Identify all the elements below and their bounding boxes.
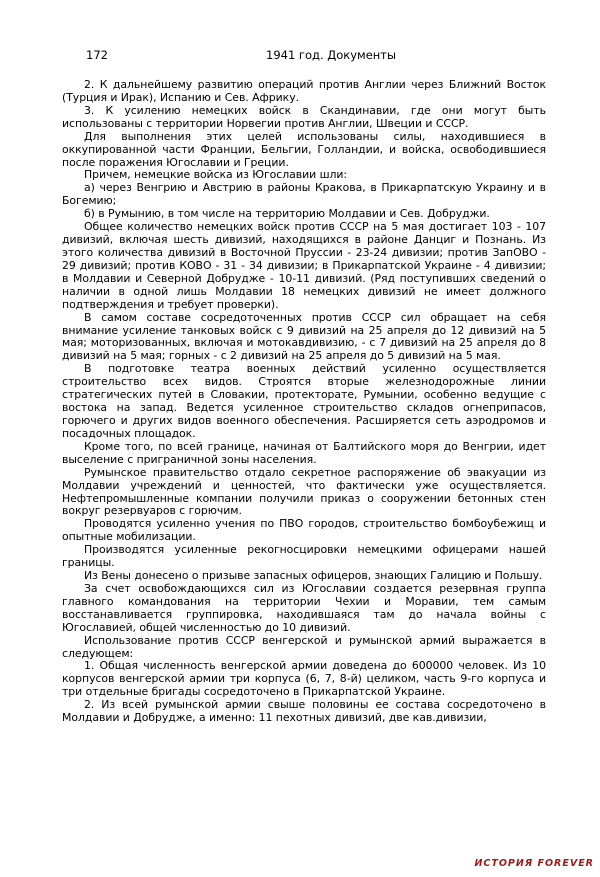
paragraph-16: Использование против СССР венгерской и румынской армий выражается в следующем: — [62, 633, 546, 660]
paragraph-18: 2. Из всей румынской армии свыше половины ее состава сосредоточено в Молдавии и Добрудже, а именно: 11 пехотных дивизий, две кав.дивизии, — [62, 698, 546, 725]
paragraph-2: 3. К усилению немецких войск в Скандинавии, где они могут быть использованы с территории Норвегии против Англии, Швеции и СССР. — [62, 103, 546, 130]
paragraph-14: Из Вены донесено о призыве запасных офицеров, знающих Галицию и Польшу. — [84, 569, 543, 583]
page-number: 172 — [86, 48, 108, 62]
paragraph-3: Для выполнения этих целей использованы силы, находившиеся в оккупированной части Франции, Бельгии, Голландии, и войска, освободившиеся после поражения Югославии и Греции. — [62, 129, 546, 169]
paragraph-4: Причем, немецкие войска из Югославии шли: — [84, 168, 348, 182]
page-header — [86, 47, 516, 63]
paragraph-5: а) через Венгрию и Австрию в районы Кракова, в Прикарпатскую Украину и в Богемию; — [62, 181, 546, 208]
running-title: 1941 год. Документы — [266, 48, 397, 62]
paragraph-15: За счет освобождающихся сил из Югославии создается резервная группа главного командования на территории Чехии и Моравии, тем самым восстанавливается группировка, находившаяся там до начала войны с Югославией, общей численностью до 10 дивизий. — [62, 581, 546, 634]
paragraph-11: Румынское правительство отдало секретное распоряжение об эвакуации из Молдавии учреждений и ценностей, что фактически уже осуществляется. Нефтепромышленные компании получили приказ о сооружении бетонных стен вокруг резервуаров с горючим. — [62, 465, 546, 518]
paragraph-8: В самом составе сосредоточенных против СССР сил обращает на себя внимание усиление танковых войск с 9 дивизий на 25 апреля до 12 дивизий на 5 мая; моторизованных, включая и мотокавдивизию, - с 7 дивизий на 25 апреля до 8 дивизий на 5 мая; горных - с 2 дивизий на 25 апреля до 5 дивизий на 5 мая. — [62, 310, 546, 363]
paragraph-6: б) в Румынию, в том числе на территорию Молдавии и Сев. Добруджи. — [84, 207, 490, 221]
document-body — [62, 79, 546, 725]
paragraph-7: Общее количество немецких войск против СССР на 5 мая достигает 103 - 107 дивизий, включая шесть дивизий, находящихся в районе Данциг и Познань. Из этого количества дивизий в Восточной Пруссии - 23-24 дивизии; против ЗапОВО - 29 дивизий; против КОВО - 31 - 34 дивизии; в Прикарпатской Украине - 4 дивизии; в Молдавии и Северной Добрудже - 10-11 дивизий. (Ряд поступивших сведений о наличии в одной лишь Молдавии 18 немецких дивизий не имеет должного подтверждения и требует проверки). — [62, 220, 546, 311]
paragraph-17: 1. Общая численность венгерской армии доведена до 600000 человек. Из 10 корпусов венгерской армии три корпуса (6, 7, 8-й) целиком, часть 9-го корпуса и три отдельные бригады сосредоточено в Прикарпатской Украине. — [62, 659, 546, 699]
paragraph-12: Проводятся усиленно учения по ПВО городов, строительство бомбоубежищ и опытные мобилизации. — [62, 517, 546, 544]
paragraph-10: Кроме того, по всей границе, начиная от Балтийского моря до Венгрии, идет выселение с приграничной зоны населения. — [62, 439, 546, 466]
paragraph-13: Производятся усиленные рекогносцировки немецкими офицерами нашей границы. — [62, 543, 546, 570]
watermark: ИСТОРИЯ FOREVER — [474, 858, 594, 869]
paragraph-1: 2. К дальнейшему развитию операций против Англии через Ближний Восток (Турция и Ирак), Испанию и Сев. Африку. — [62, 78, 546, 104]
paragraph-9: В подготовке театра военных действий усиленно осуществляется строительство всех видов. Строятся вторые железнодорожные линии стратегических путей в Словакии, протекторате, Румынии, особенно ведущие с востока на запад. Ведется усиленное строительство складов огнеприпасов, горючего и других видов военного обеспечения. Расширяется сеть аэродромов и посадочных площадок. — [62, 362, 546, 440]
